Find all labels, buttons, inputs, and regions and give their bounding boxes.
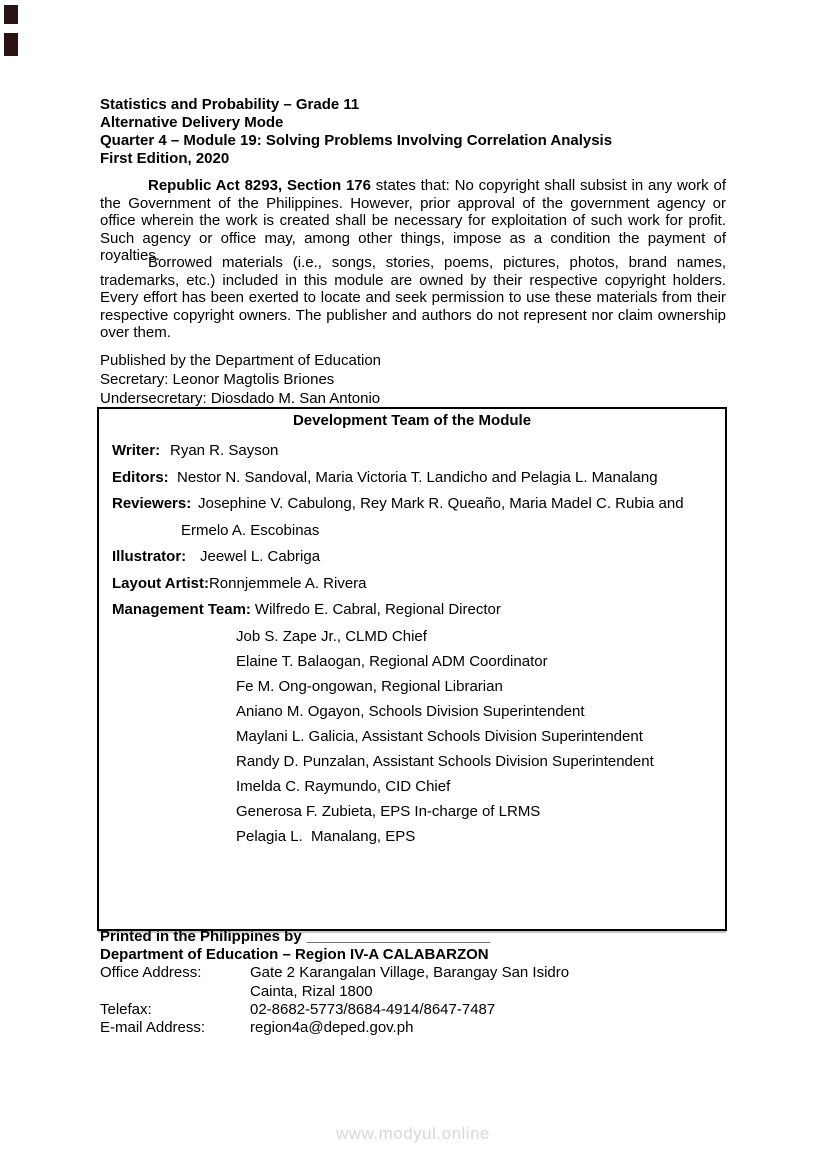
management-member: Randy D. Punzalan, Assistant Schools Division Superintendent (236, 752, 654, 770)
reviewers-label: Reviewers: (112, 495, 192, 512)
management-member: Imelda C. Raymundo, CID Chief (236, 777, 451, 795)
print-info-block (100, 928, 726, 1037)
header-line-mode: Alternative Delivery Mode (100, 114, 284, 131)
office-address-value: Gate 2 Karangalan Village, Barangay San Isidro (250, 964, 570, 982)
borrowed-materials-paragraph (100, 254, 726, 342)
email-row (100, 1019, 726, 1037)
management-member: Fe M. Ong-ongowan, Regional Librarian (236, 677, 503, 695)
module-header (100, 96, 726, 168)
editors-label: Editors: (112, 468, 169, 486)
telefax-label: Telefax: (100, 1000, 152, 1018)
layout-artist-row (112, 571, 725, 598)
layout-artist-value: Ronnjemmele A. Rivera (208, 574, 367, 592)
printed-by-blank-line: ______________________ (306, 928, 491, 945)
header-line-title: Statistics and Probability – Grade 11 (100, 96, 360, 113)
management-member: Pelagia L. Manalang, EPS (236, 827, 416, 845)
reviewers-continuation-row (181, 518, 725, 545)
secretary-line: Secretary: Leonor Magtolis Briones (100, 371, 335, 388)
management-team-label: Management Team: (112, 601, 251, 618)
development-team-box (97, 407, 727, 931)
management-member: Aniano M. Ogayon, Schools Division Superintendent (236, 702, 585, 720)
printed-by-text: Printed in the Philippines by (100, 928, 302, 945)
republic-act-lead: Republic Act 8293, Section 176 (148, 177, 371, 194)
editors-row (112, 465, 725, 492)
management-member: Generosa F. Zubieta, EPS In-charge of LRMS (236, 802, 541, 820)
telefax-value: 02-8682-5773/8684-4914/8647-7487 (250, 1000, 496, 1018)
management-member: Elaine T. Balaogan, Regional ADM Coordinator (236, 652, 548, 670)
publisher-block (100, 351, 726, 408)
republic-act-text: states that: No copyright shall subsist in any work of the Government of the Philippines. However, prior approval of the government agency or office wherein the work is created shall be necessary for exploitation of such work for profit. Such agency or office may, among other things, impose as a condition the payment of royalties. (100, 177, 726, 265)
borrowed-materials-text: Borrowed materials (i.e., songs, stories, poems, pictures, photos, brand names, trademarks, etc.) included in this module are owned by their respective copyright holders. Every effort has been exerted to locate and seek permission to use these materials from their respective copyright owners. The publisher and authors do not represent nor claim ownership over them. (100, 254, 726, 342)
reviewers-row (112, 491, 725, 518)
header-line-edition: First Edition, 2020 (100, 150, 230, 167)
department-line: Department of Education – Region IV-A CALABARZON (100, 946, 489, 964)
office-address-value2: Cainta, Rizal 1800 (250, 982, 373, 1000)
management-member: Job S. Zape Jr., CLMD Chief (236, 627, 427, 645)
writer-value: Ryan R. Sayson (170, 442, 279, 459)
editors-value: Nestor N. Sandoval, Maria Victoria T. Landicho and Pelagia L. Manalang (177, 468, 658, 486)
box-title: Development Team of the Module (292, 412, 532, 429)
reviewers-continuation-value: Ermelo A. Escobinas (181, 521, 320, 539)
printed-by-line (100, 928, 726, 946)
copyright-paragraph (100, 177, 726, 265)
illustrator-row (112, 544, 725, 571)
management-team-row (112, 597, 725, 624)
writer-row (112, 438, 725, 465)
header-line-quarter: Quarter 4 – Module 19: Solving Problems Involving Correlation Analysis (100, 132, 613, 149)
corner-mark-top (4, 5, 18, 24)
office-address-label: Office Address: (100, 964, 202, 982)
office-address-row (100, 964, 726, 982)
management-team-first-member: Wilfredo E. Cabral, Regional Director (254, 601, 501, 618)
reviewers-value: Josephine V. Cabulong, Rey Mark R. Queaño, Maria Madel C. Rubia and (198, 495, 684, 512)
telefax-row (100, 1001, 726, 1019)
email-label: E-mail Address: (100, 1019, 206, 1037)
email-value: region4a@deped.gov.ph (250, 1019, 414, 1037)
published-by-line: Published by the Department of Education (100, 352, 382, 369)
management-member: Maylani L. Galicia, Assistant Schools Division Superintendent (236, 727, 643, 745)
office-address-row2 (100, 983, 726, 1001)
watermark: www.modyul.online (335, 1124, 490, 1143)
undersecretary-line: Undersecretary: Diosdado M. San Antonio (100, 390, 381, 407)
management-members-list (99, 624, 725, 849)
dev-team-rows (99, 438, 725, 624)
layout-artist-label: Layout Artist: (112, 574, 209, 592)
writer-label: Writer: (112, 442, 161, 459)
corner-mark-bottom (4, 33, 18, 56)
illustrator-value: Jeewel L. Cabriga (200, 548, 321, 565)
illustrator-label: Illustrator: (112, 548, 187, 565)
